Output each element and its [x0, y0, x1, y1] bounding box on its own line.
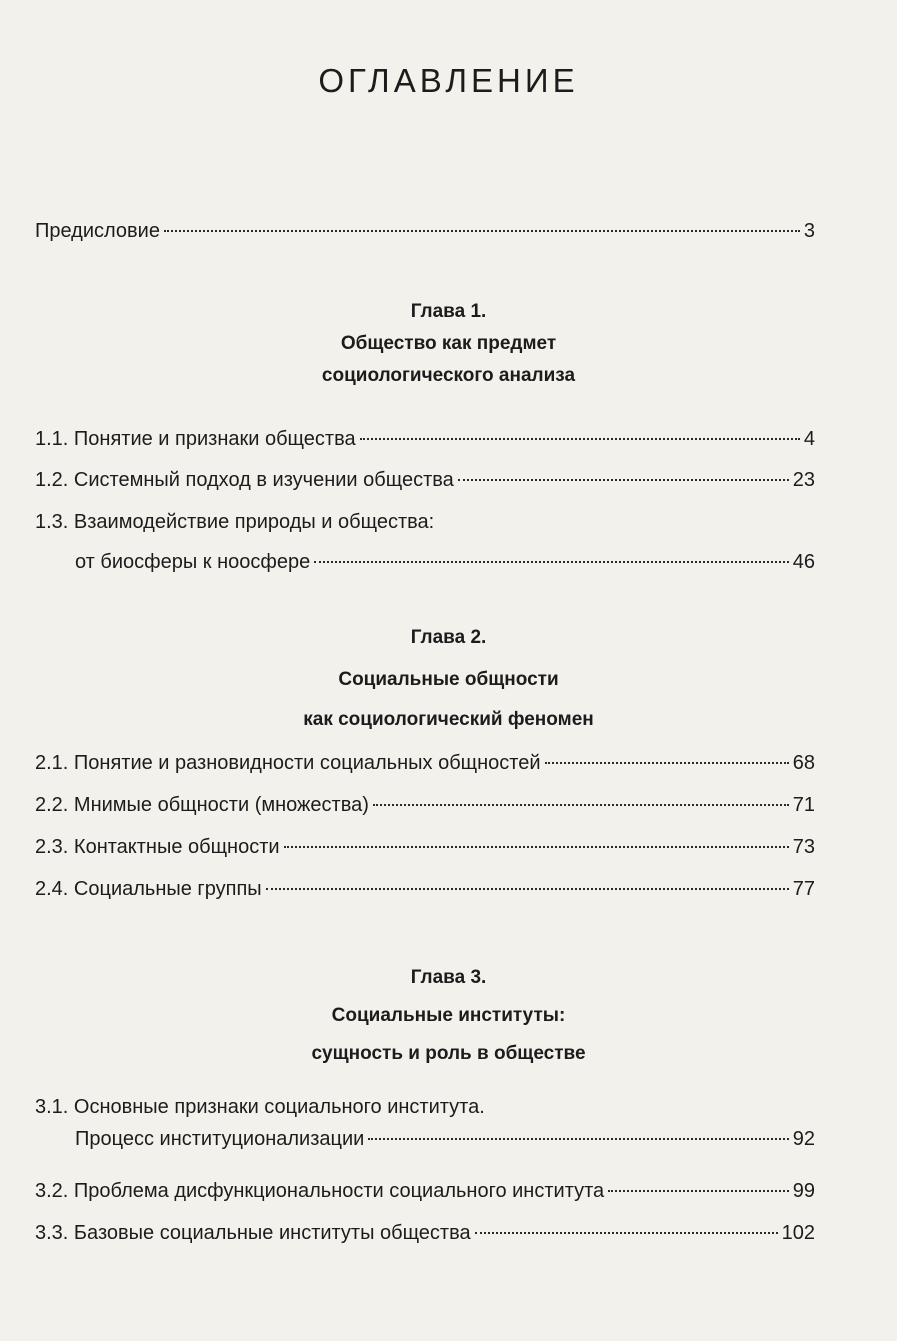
toc-entry[interactable] — [35, 876, 815, 902]
toc-entry-preface[interactable] — [35, 218, 815, 244]
entry-label: 2.3. Контактные общности — [35, 836, 280, 858]
toc-entry[interactable] — [35, 467, 815, 493]
toc-entry[interactable] — [35, 834, 815, 860]
toc-entry[interactable] — [35, 1220, 815, 1246]
entry-page: 23 — [792, 469, 815, 491]
chapter-title-line2: социологического анализа — [321, 365, 576, 386]
entry-page: 73 — [792, 836, 815, 858]
entry-page: 102 — [781, 1222, 815, 1244]
dot-leader — [314, 561, 789, 563]
entry-page: 77 — [792, 878, 815, 900]
page-title: ОГЛАВЛЕНИЕ — [318, 62, 579, 99]
entry-label: 2.4. Социальные группы — [35, 878, 262, 900]
entry-label: 3.3. Базовые социальные институты общества — [35, 1222, 471, 1244]
chapter-number: Глава 1. — [410, 301, 487, 322]
chapter-2-heading — [0, 622, 897, 736]
toc-entry[interactable] — [35, 792, 815, 818]
chapter-3-heading — [0, 962, 897, 1070]
chapter-title-line2: как социологический феномен — [303, 709, 594, 730]
entry-page: 4 — [803, 428, 815, 450]
dot-leader — [164, 230, 800, 232]
entry-page: 99 — [792, 1180, 815, 1202]
toc-entry[interactable] — [35, 1178, 815, 1204]
chapter-title-line2: сущность и роль в обществе — [311, 1043, 586, 1064]
entry-page: 92 — [792, 1128, 815, 1150]
dot-leader — [458, 479, 789, 481]
dot-leader — [545, 762, 789, 764]
toc-entry[interactable] — [35, 426, 815, 452]
entry-page: 71 — [792, 794, 815, 816]
dot-leader — [373, 804, 789, 806]
chapter-number: Глава 2. — [410, 627, 487, 648]
entry-label: 3.2. Проблема дисфункциональности социального института — [35, 1180, 605, 1202]
dot-leader — [266, 888, 789, 890]
entry-label: 1.2. Системный подход в изучении общества — [35, 469, 454, 491]
toc-entry[interactable] — [35, 509, 815, 575]
chapter-title-line1: Социальные институты: — [331, 1005, 566, 1026]
chapter-number: Глава 3. — [410, 967, 487, 988]
chapter-title-line1: Социальные общности — [338, 669, 559, 690]
entry-label-continued: Процесс институционализации — [75, 1128, 365, 1150]
entry-label: 1.1. Понятие и признаки общества — [35, 428, 356, 450]
entry-label: 3.1. Основные признаки социального института. — [35, 1096, 485, 1118]
entry-label: Предисловие — [35, 220, 160, 242]
entry-page: 46 — [792, 551, 815, 573]
toc-entry[interactable] — [35, 1094, 815, 1152]
dot-leader — [284, 846, 789, 848]
dot-leader — [608, 1190, 789, 1192]
chapter-title-line1: Общество как предмет — [340, 333, 557, 354]
entry-label-continued: от биосферы к ноосфере — [75, 551, 311, 573]
entry-page: 68 — [792, 752, 815, 774]
entry-label: 1.3. Взаимодействие природы и общества: — [35, 511, 435, 533]
entry-label: 2.2. Мнимые общности (множества) — [35, 794, 369, 816]
entry-page: 3 — [803, 220, 815, 242]
dot-leader — [360, 438, 800, 440]
toc-entry[interactable] — [35, 750, 815, 776]
chapter-1-heading — [0, 296, 897, 392]
dot-leader — [368, 1138, 788, 1140]
dot-leader — [475, 1232, 778, 1234]
entry-label: 2.1. Понятие и разновидности социальных общностей — [35, 752, 541, 774]
